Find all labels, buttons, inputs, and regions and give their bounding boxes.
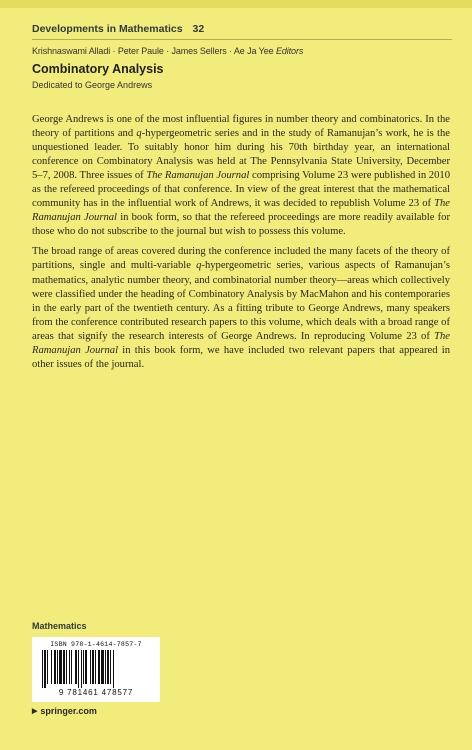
barcode-bar (107, 650, 109, 684)
barcode-bar (66, 650, 67, 684)
italic-run: The Ramanujan Journal (32, 330, 450, 356)
barcode-bar (51, 650, 52, 684)
text-run: -hypergeometric series, various aspects of Ramanujan’s mathematics, analytic number theory, and combinatorial number theory—areas which collectively were classified under the heading of Combinatory Analysis by MacMahon and his contemporaries in the early part of the twentieth century. As a fitting tribute to George Andrews, many speakers from the conference contributed research papers to this volume, which deals with a broad range of areas that signify the research interests of George Andrews. In reproducing Volume 23 of (32, 260, 450, 342)
series-name: Developments in Mathematics (32, 23, 183, 35)
text-run: in this book form, we have included two relevant papers that appeared in other issues of the journal. (32, 344, 450, 370)
barcode-bar (90, 650, 91, 684)
barcode-bar (59, 650, 62, 684)
editors-line (32, 46, 452, 56)
back-cover-blurb (32, 113, 450, 378)
italic-run: q (196, 260, 202, 272)
text-run: in book form, so that the refereed proceedings are more readily available for those who do not subscribe to the journal but wish to possess this volume. (32, 212, 450, 238)
barcode-bar (54, 650, 56, 684)
triangle-right-icon: ▶ (32, 708, 38, 715)
text-run: The broad range of areas covered during the conference included the many facets of the theory of partitions, single and multi-variable (32, 246, 450, 272)
isbn-barcode (32, 637, 160, 702)
barcode-bar (47, 650, 48, 684)
barcode-bar (63, 650, 65, 684)
barcode-bar (71, 650, 72, 684)
series-volume: 32 (192, 23, 205, 35)
editor-names: Krishnaswami Alladi · Peter Paule · James Sellers · Ae Ja Yee (32, 46, 274, 56)
barcode-bar (83, 650, 84, 684)
series-divider (32, 39, 452, 40)
text-run: George Andrews is one of the most influential figures in number theory and combinatorics. In the theory of partitions and (32, 114, 450, 140)
barcode-icon (40, 650, 152, 688)
barcode-bar (110, 650, 111, 684)
barcode-bar (44, 650, 46, 688)
editors-label: Editors (275, 46, 304, 56)
series-header (32, 23, 452, 35)
barcode-bar (81, 650, 82, 688)
blurb-paragraph (32, 245, 450, 371)
barcode-bar (113, 650, 114, 688)
blurb-paragraph (32, 113, 450, 239)
barcode-bar (75, 650, 77, 684)
italic-run: The Ramanujan Journal (32, 198, 450, 224)
barcode-bar (69, 650, 70, 684)
italic-run: q (136, 128, 142, 140)
barcode-bar (57, 650, 58, 684)
barcode-bar (42, 650, 43, 688)
top-band (0, 0, 472, 8)
isbn-number: ISBN 978-1-4614-7857-7 (50, 641, 142, 648)
barcode-bar (92, 650, 94, 684)
barcode-bar (78, 650, 79, 688)
book-title: Combinatory Analysis (32, 62, 164, 76)
barcode-digits: 9 781461 478577 (58, 688, 134, 697)
barcode-bar (98, 650, 100, 684)
publisher-link[interactable] (32, 706, 97, 716)
barcode-bar (95, 650, 96, 684)
text-run: -hypergeometric series and in the study of Ramanujan’s work, he is the unquestioned leader. To suitably honor him during his 70th birthday year, an international conference on Combinatory Analysis was held at The Pennsylvania State University, December 5–7, 2008. Three issues of (32, 128, 450, 182)
barcode-bar (85, 650, 87, 684)
barcode-bar (105, 650, 106, 684)
publisher-url: springer.com (40, 706, 97, 716)
dedication: Dedicated to George Andrews (32, 80, 153, 90)
barcode-bar (101, 650, 104, 684)
text-run: comprising Volume 23 were published in 2010 as the refereed proceedings of that conference. In view of the great interest that the mathematical community has in the influential work of Andrews, it was decided to republish Volume 23 of (32, 170, 450, 210)
subject-category: Mathematics (32, 621, 87, 631)
italic-run: The Ramanujan Journal (146, 170, 250, 182)
